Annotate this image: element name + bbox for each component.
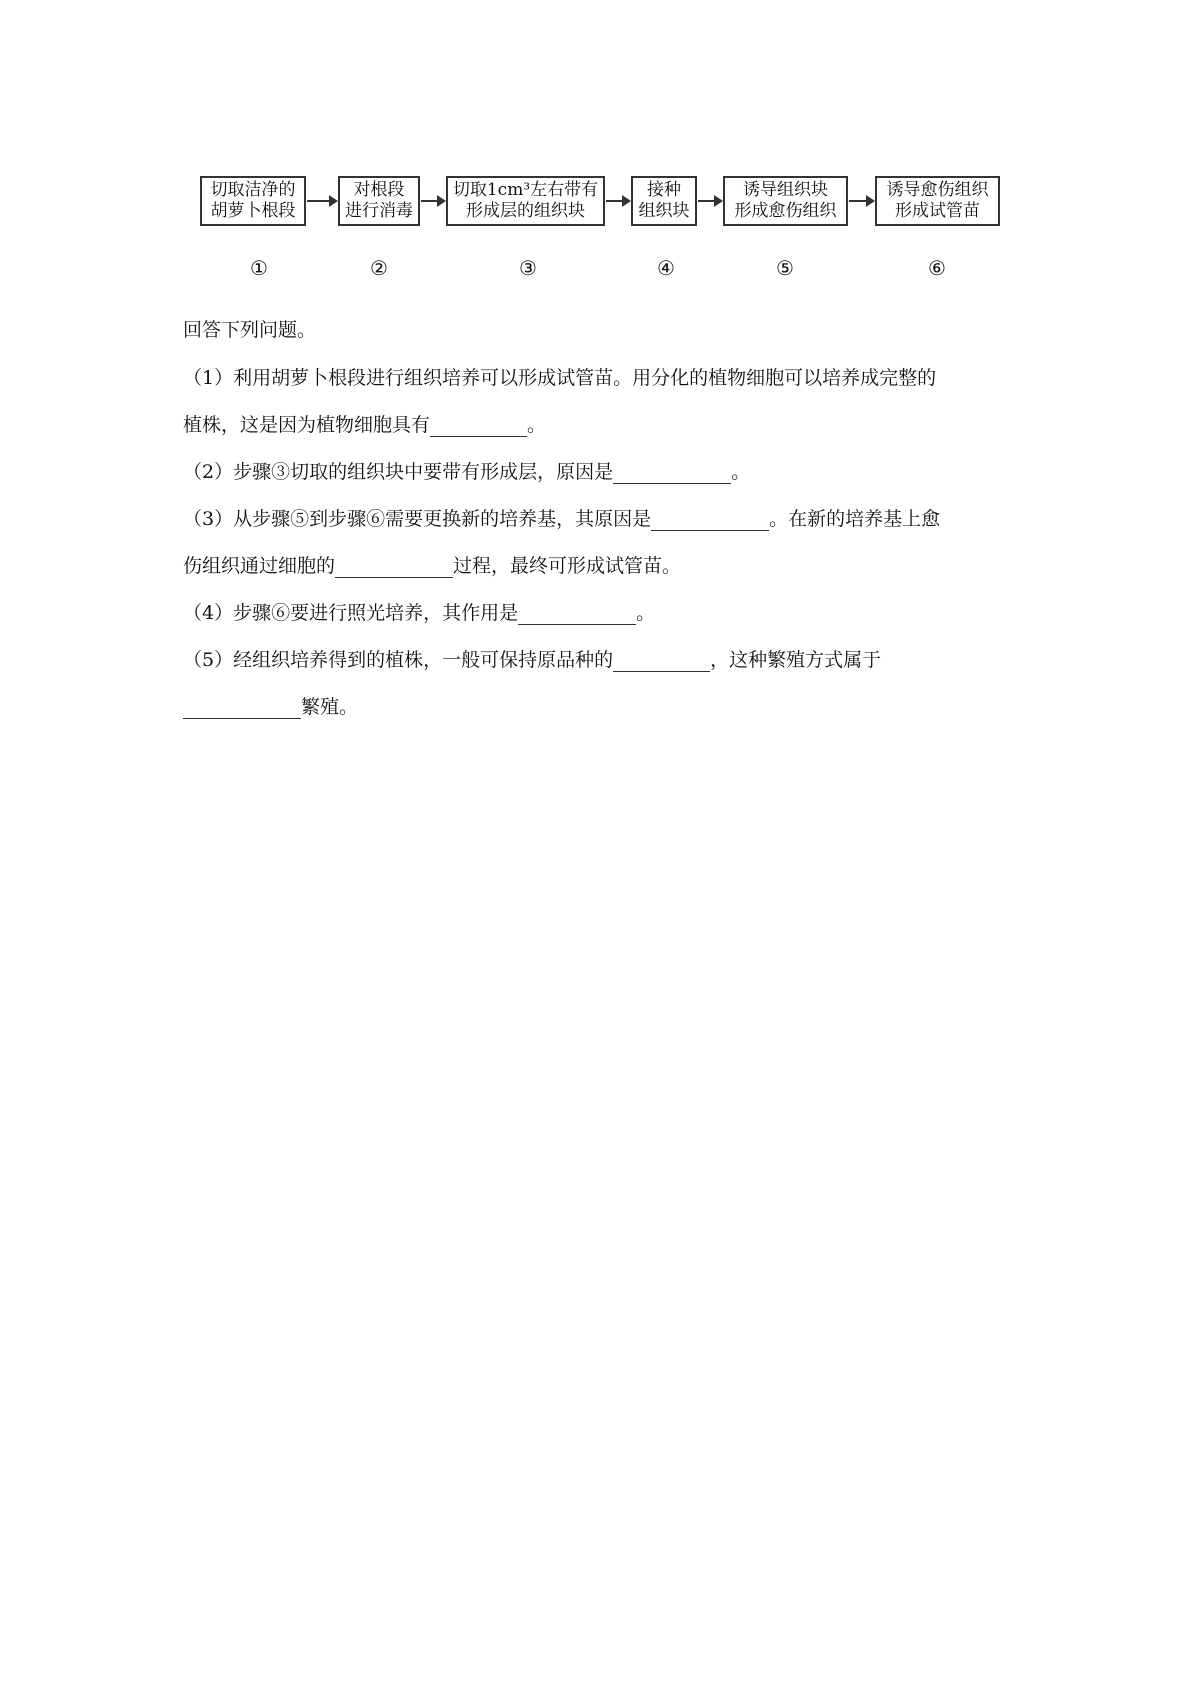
step-number: ③ xyxy=(519,256,537,280)
question-text: （2）步骤③切取的组织块中要带有形成层，原因是 xyxy=(183,461,614,483)
answer-blank[interactable] xyxy=(518,602,636,625)
answer-blank[interactable] xyxy=(613,461,731,484)
question-3-cont xyxy=(183,546,1033,586)
flow-box-2 xyxy=(338,176,420,226)
flow-arrow xyxy=(698,200,721,202)
flow-arrow xyxy=(606,200,629,202)
question-4 xyxy=(183,593,1033,633)
question-2 xyxy=(183,452,1033,492)
question-text: （1）利用胡萝卜根段进行组织培养可以形成试管苗。用分化的植物细胞可以培养成完整的 xyxy=(183,367,937,389)
flow-box-6 xyxy=(875,176,1000,226)
flow-box-text: 形成层的组织块 xyxy=(466,201,585,221)
question-1 xyxy=(183,358,1033,398)
question-text: （3）从步骤⑤到步骤⑥需要更换新的培养基，其原因是 xyxy=(183,508,652,530)
question-text: （5）经组织培养得到的植株，一般可保持原品种的 xyxy=(183,649,614,671)
step-number: ⑤ xyxy=(776,256,794,280)
flow-box-5 xyxy=(723,176,848,226)
step-number: ④ xyxy=(657,256,675,280)
answer-blank[interactable] xyxy=(651,508,769,531)
question-3 xyxy=(183,499,1033,539)
question-text: 繁殖。 xyxy=(301,696,359,718)
question-5 xyxy=(183,640,1033,680)
question-text: ，这种繁殖方式属于 xyxy=(710,649,882,671)
flow-box-text: 形成愈伤组织 xyxy=(734,201,837,221)
flow-arrow xyxy=(849,200,873,202)
flow-arrow xyxy=(307,200,336,202)
flow-box-text: 切取1cm³左右带有 xyxy=(452,180,599,200)
question-text: 。 xyxy=(636,602,656,624)
question-text: 。在新的培养基上愈 xyxy=(769,508,941,530)
step-number: ② xyxy=(370,256,388,280)
flow-box-text: 组织块 xyxy=(638,201,690,221)
question-text: 过程，最终可形成试管苗。 xyxy=(453,555,682,577)
flow-arrow xyxy=(421,200,444,202)
question-text: 伤组织通过细胞的 xyxy=(183,555,336,577)
flow-diagram xyxy=(200,176,1000,232)
answer-blank[interactable] xyxy=(335,555,453,578)
flow-box-text: 胡萝卜根段 xyxy=(210,201,296,221)
flow-box-1 xyxy=(200,176,306,226)
question-1-cont xyxy=(183,405,1033,445)
answer-blank[interactable] xyxy=(613,649,710,672)
question-text: （4）步骤⑥要进行照光培养，其作用是 xyxy=(183,602,519,624)
question-text: 。 xyxy=(731,461,751,483)
answer-blank[interactable] xyxy=(430,414,527,437)
intro-text: 回答下列问题。 xyxy=(183,319,317,341)
flow-box-text: 诱导愈伤组织 xyxy=(886,180,989,200)
question-text: 植株，这是因为植物细胞具有 xyxy=(183,414,431,436)
flow-box-text: 接种 xyxy=(647,180,681,200)
answer-blank[interactable] xyxy=(183,696,301,719)
flow-box-text: 形成试管苗 xyxy=(895,201,980,221)
step-number: ① xyxy=(250,256,268,280)
question-5-cont xyxy=(183,687,1033,727)
step-number: ⑥ xyxy=(928,256,946,280)
flow-box-text: 对根段 xyxy=(353,180,405,200)
flow-box-4 xyxy=(631,176,697,226)
flow-box-text: 切取洁净的 xyxy=(210,180,296,200)
flow-box-text: 进行消毒 xyxy=(345,201,413,221)
flow-box-3 xyxy=(446,176,605,226)
flow-box-text: 诱导组织块 xyxy=(743,180,828,200)
question-text: 。 xyxy=(527,414,547,436)
